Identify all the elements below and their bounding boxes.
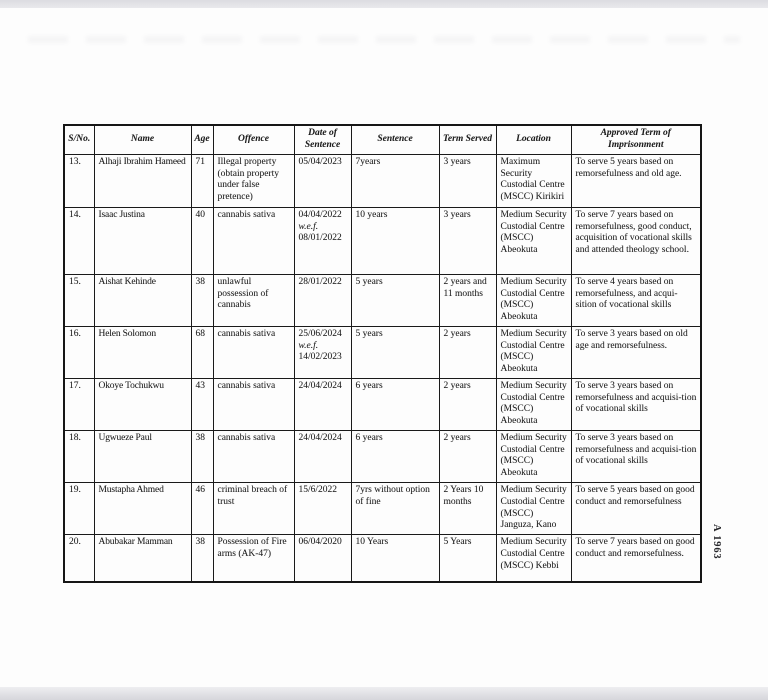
cell-location: Medium Security Custodial Centre (MSCC) Abeokuta (496, 430, 571, 482)
cell-name: Isaac Justina (94, 207, 191, 274)
page-number-side-label: A 1963 (711, 524, 722, 560)
table-row (64, 535, 701, 582)
cell-offence: cannabis sativa (213, 378, 294, 430)
prisoner-release-table (63, 124, 702, 583)
cell-offence: unlawful possession of cannabis (213, 274, 294, 326)
column-header-offence: Offence (213, 125, 294, 154)
cell-sno: 13. (64, 154, 94, 207)
cell-sentence: 10 Years (351, 535, 439, 582)
table-row (64, 430, 701, 482)
cell-term: 2 years (439, 430, 496, 482)
cell-location: Medium Security Custodial Centre (MSCC) Abeokuta (496, 207, 571, 274)
cell-sno: 20. (64, 535, 94, 582)
cell-name: Ugwueze Paul (94, 430, 191, 482)
page-bottom-edge (0, 687, 768, 700)
cell-offence: cannabis sativa (213, 430, 294, 482)
cell-term: 2 years and 11 months (439, 274, 496, 326)
cell-sentence: 6 years (351, 378, 439, 430)
column-header-sentence: Sentence (351, 125, 439, 154)
cell-location: Medium Security Custodial Centre (MSCC) Abeokuta (496, 274, 571, 326)
cell-term: 2 years (439, 326, 496, 378)
cell-age: 43 (191, 378, 213, 430)
table-row (64, 483, 701, 535)
cell-approved: To serve 3 years based on remorsefulness and acquisi-tion of vocational skills (571, 378, 701, 430)
cell-term: 3 years (439, 154, 496, 207)
cell-offence: criminal breach of trust (213, 483, 294, 535)
cell-date: 24/04/2024 (294, 430, 351, 482)
cell-name: Aishat Kehinde (94, 274, 191, 326)
cell-name: Helen Solomon (94, 326, 191, 378)
cell-approved: To serve 3 years based on old age and remorsefulness. (571, 326, 701, 378)
cell-date: 04/04/2022 w.e.f. 08/01/2022 (294, 207, 351, 274)
column-header-age: Age (191, 125, 213, 154)
cell-sentence: 5 years (351, 326, 439, 378)
cell-approved: To serve 7 years based on good conduct and remorsefulness. (571, 535, 701, 582)
table-row (64, 274, 701, 326)
cell-date: 15/6/2022 (294, 483, 351, 535)
cell-date: 28/01/2022 (294, 274, 351, 326)
table-row (64, 207, 701, 274)
cell-term: 2 years (439, 378, 496, 430)
header-row (64, 125, 701, 154)
cell-date: 05/04/2023 (294, 154, 351, 207)
bleed-through-marks (28, 36, 740, 43)
cell-name: Abubakar Mamman (94, 535, 191, 582)
cell-sentence: 10 years (351, 207, 439, 274)
cell-approved: To serve 7 years based on remorsefulness, good conduct, acquisition of vocational skills and attended theology school. (571, 207, 701, 274)
cell-offence: Possession of Fire arms (AK-47) (213, 535, 294, 582)
cell-sno: 18. (64, 430, 94, 482)
cell-term: 5 Years (439, 535, 496, 582)
table-row (64, 326, 701, 378)
cell-offence: Illegal property (obtain property under false pretence) (213, 154, 294, 207)
table-body (64, 154, 701, 581)
cell-sno: 15. (64, 274, 94, 326)
cell-approved: To serve 5 years based on good conduct and remorsefulness (571, 483, 701, 535)
table-row (64, 378, 701, 430)
cell-location: Medium Security Custodial Centre (MSCC) Janguza, Kano (496, 483, 571, 535)
cell-approved: To serve 4 years based on remorsefulness, and acqui-sition of vocational skills (571, 274, 701, 326)
column-header-approved: Approved Term of Imprisonment (571, 125, 701, 154)
cell-age: 40 (191, 207, 213, 274)
cell-location: Maximum Security Custodial Centre (MSCC) Kirikiri (496, 154, 571, 207)
column-header-location: Location (496, 125, 571, 154)
cell-date: 25/06/2024 w.e.f. 14/02/2023 (294, 326, 351, 378)
cell-sno: 16. (64, 326, 94, 378)
cell-sno: 14. (64, 207, 94, 274)
cell-sentence: 7yrs without option of fine (351, 483, 439, 535)
cell-sentence: 6 years (351, 430, 439, 482)
column-header-term: Term Served (439, 125, 496, 154)
column-header-name: Name (94, 125, 191, 154)
page-top-edge (0, 0, 768, 8)
cell-name: Mustapha Ahmed (94, 483, 191, 535)
cell-sno: 17. (64, 378, 94, 430)
cell-approved: To serve 5 years based on remorsefulness and old age. (571, 154, 701, 207)
cell-date: 24/04/2024 (294, 378, 351, 430)
cell-name: Alhaji Ibrahim Hameed (94, 154, 191, 207)
cell-location: Medium Security Custodial Centre (MSCC) Kebbi (496, 535, 571, 582)
cell-age: 38 (191, 274, 213, 326)
cell-term: 2 Years 10 months (439, 483, 496, 535)
cell-age: 68 (191, 326, 213, 378)
cell-age: 38 (191, 430, 213, 482)
column-header-sno: S/No. (64, 125, 94, 154)
cell-age: 71 (191, 154, 213, 207)
cell-offence: cannabis sativa (213, 326, 294, 378)
cell-sentence: 7years (351, 154, 439, 207)
cell-sentence: 5 years (351, 274, 439, 326)
cell-location: Medium Security Custodial Centre (MSCC) Abeokuta (496, 378, 571, 430)
cell-offence: cannabis sativa (213, 207, 294, 274)
cell-sno: 19. (64, 483, 94, 535)
cell-term: 3 years (439, 207, 496, 274)
cell-age: 46 (191, 483, 213, 535)
column-header-date: Date of Sentence (294, 125, 351, 154)
cell-age: 38 (191, 535, 213, 582)
cell-approved: To serve 3 years based on remorsefulness and acquisi-tion of vocational skills (571, 430, 701, 482)
cell-location: Medium Security Custodial Centre (MSCC) Abeokuta (496, 326, 571, 378)
table-row (64, 154, 701, 207)
cell-name: Okoye Tochukwu (94, 378, 191, 430)
cell-date: 06/04/2020 (294, 535, 351, 582)
